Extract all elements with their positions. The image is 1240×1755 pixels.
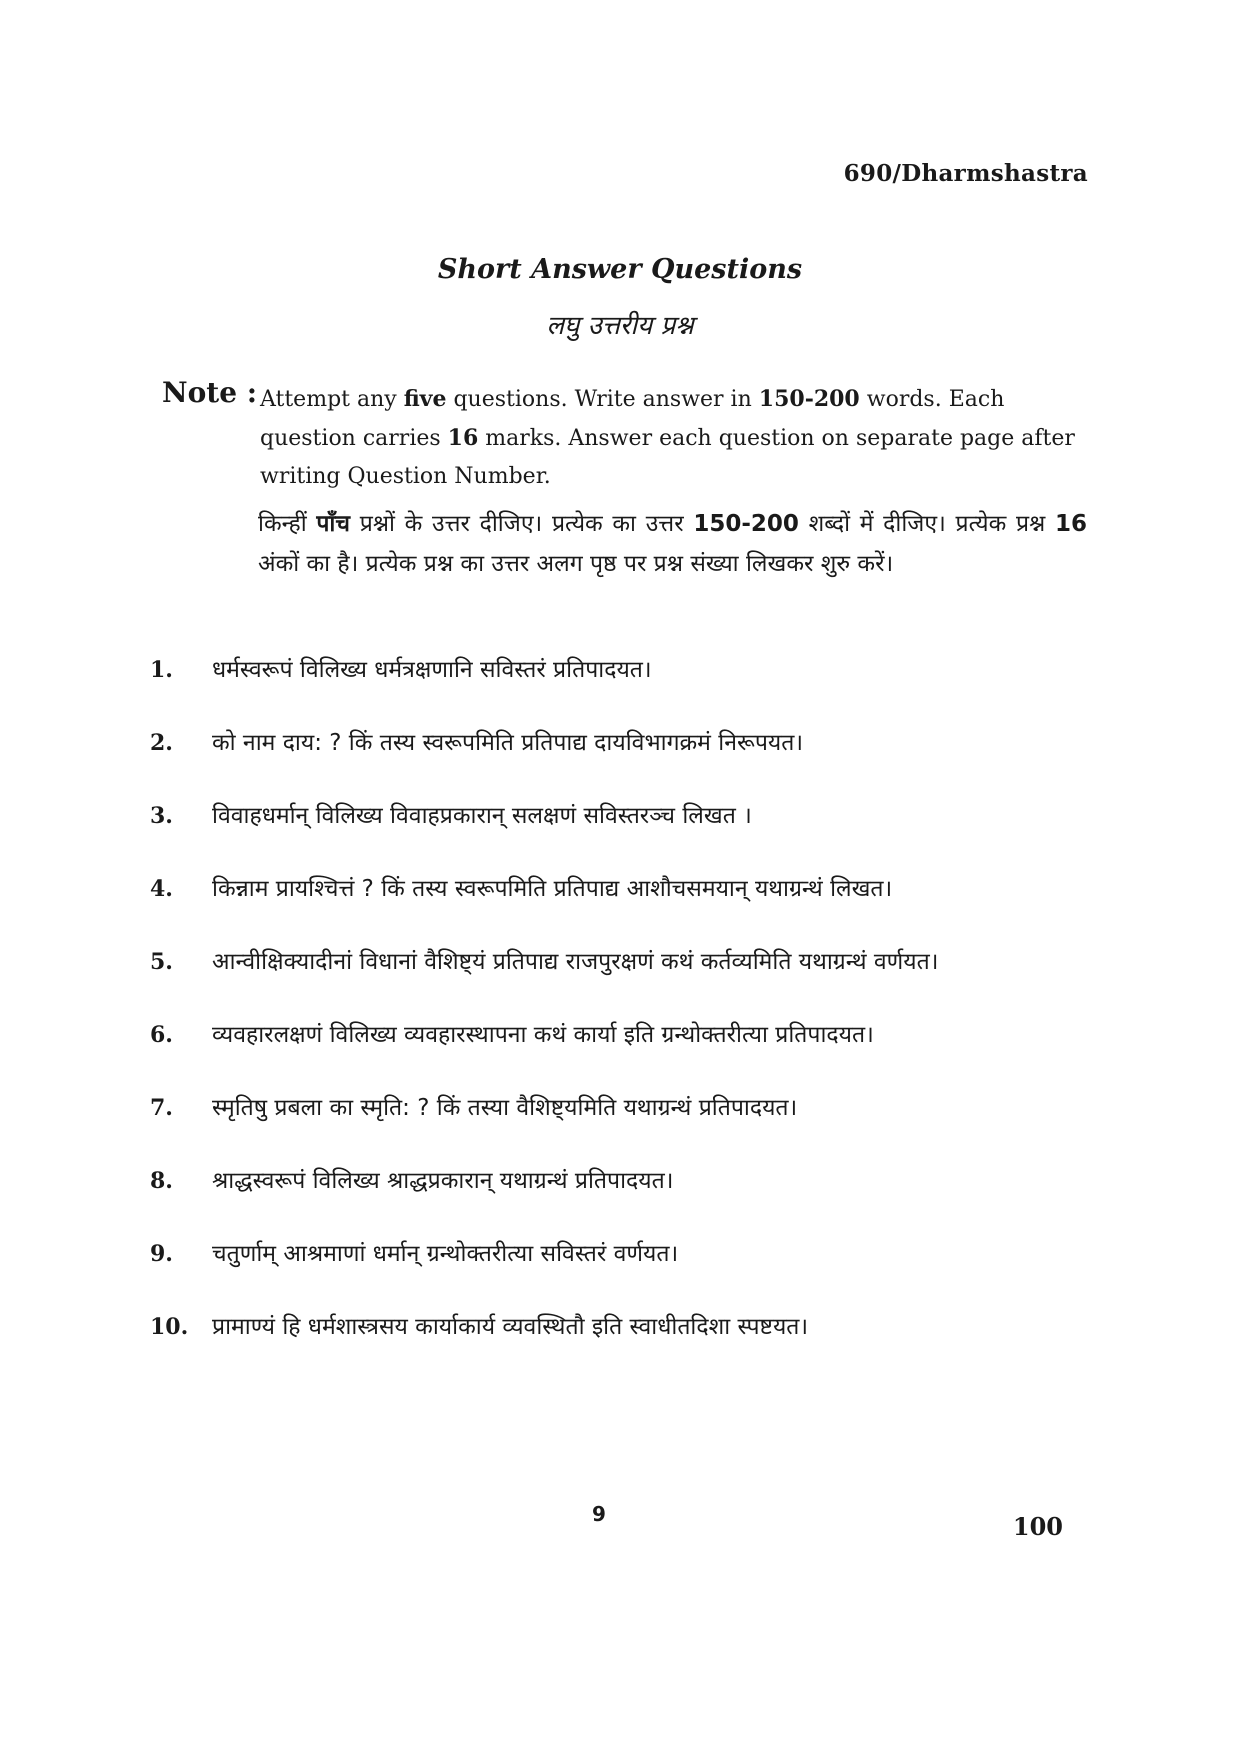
question-number: 5. bbox=[150, 949, 173, 975]
question-text: धर्मस्वरूपं विलिख्य धर्मत्रक्षणानि सविस्तरं प्रतिपादयत। bbox=[212, 657, 652, 683]
question-number: 7. bbox=[150, 1095, 173, 1121]
question-item bbox=[150, 652, 1110, 725]
question-number: 2. bbox=[150, 730, 173, 756]
note-hi-text: प्रश्नों के उत्तर दीजिए। प्रत्येक का उत्तर bbox=[350, 511, 694, 537]
paper-code: 690/Dharmshastra bbox=[843, 160, 1088, 187]
question-text: चतुर्णाम् आश्रमाणां धर्मान् ग्रन्थोक्तरीत्या सविस्तरं वर्णयत। bbox=[212, 1241, 679, 1267]
note-english bbox=[260, 380, 1087, 496]
question-text: आन्वीक्षिक्यादीनां विधानां वैशिष्ट्यं प्रतिपाद्य राजपुरक्षणं कथं कर्तव्यमिति यथाग्रन्थं वर्णयत। bbox=[212, 949, 939, 975]
note-en-emphasis: 16 bbox=[447, 425, 479, 451]
question-item bbox=[150, 1236, 1110, 1309]
question-item bbox=[150, 1017, 1110, 1090]
question-text: स्मृतिषु प्रबला का स्मृति: ? किं तस्या वैशिष्ट्यमिति यथाग्रन्थं प्रतिपादयत। bbox=[212, 1095, 798, 1121]
note-hindi bbox=[258, 504, 1087, 584]
instructions-note bbox=[162, 376, 1088, 584]
note-en-text: words. Each question carries bbox=[260, 387, 1005, 451]
note-en-text: questions. Write answer in bbox=[446, 387, 759, 412]
question-item bbox=[150, 1090, 1110, 1163]
note-hi-text: अंकों का है। प्रत्येक प्रश्न का उत्तर अलग पृष्ठ पर प्रश्न संख्या लिखकर शुरु करें। bbox=[258, 551, 894, 577]
question-text: श्राद्धस्वरूपं विलिख्य श्राद्धप्रकारान् यथाग्रन्थं प्रतिपादयत। bbox=[212, 1168, 674, 1194]
question-item bbox=[150, 1163, 1110, 1236]
question-item bbox=[150, 798, 1110, 871]
question-number: 3. bbox=[150, 803, 173, 829]
question-item bbox=[150, 1309, 1110, 1382]
note-hi-emphasis: 16 bbox=[1055, 511, 1088, 537]
note-hi-emphasis: पाँच bbox=[316, 511, 350, 537]
question-number: 6. bbox=[150, 1022, 173, 1048]
question-number: 1. bbox=[150, 657, 173, 683]
note-hi-emphasis: 150-200 bbox=[693, 511, 799, 537]
page-number: 9 bbox=[592, 1502, 606, 1526]
question-text: किन्नाम प्रायश्चित्तं ? किं तस्य स्वरूपमिति प्रतिपाद्य आशौचसमयान् यथाग्रन्थं लिखत। bbox=[212, 876, 893, 902]
section-title-hindi: लघु उत्तरीय प्रश्न bbox=[546, 311, 694, 341]
section-title: Short Answer Questions bbox=[437, 254, 803, 285]
note-hi-text: किन्हीं bbox=[258, 511, 317, 537]
question-list bbox=[150, 652, 1110, 1382]
question-item bbox=[150, 871, 1110, 944]
note-label: Note : bbox=[162, 376, 258, 409]
copies-count: 100 bbox=[1012, 1512, 1063, 1541]
question-number: 4. bbox=[150, 876, 173, 902]
note-en-text: marks. Answer each question on separate page after writing Question Number. bbox=[260, 426, 1075, 489]
question-item bbox=[150, 725, 1110, 798]
question-item bbox=[150, 944, 1110, 1017]
question-number: 9. bbox=[150, 1241, 173, 1267]
note-en-emphasis: 150-200 bbox=[758, 386, 860, 412]
note-en-text: Attempt any bbox=[260, 387, 404, 412]
question-number: 8. bbox=[150, 1168, 173, 1194]
note-en-emphasis: five bbox=[403, 386, 447, 412]
question-text: प्रामाण्यं हि धर्मशास्त्रसय कार्याकार्य व्यवस्थितौ इति स्वाधीतदिशा स्पष्टयत। bbox=[212, 1314, 809, 1340]
question-text: विवाहधर्मान् विलिख्य विवाहप्रकारान् सलक्षणं सविस्तरञ्च लिखत । bbox=[212, 803, 752, 829]
note-hi-text: शब्दों में दीजिए। प्रत्येक प्रश्न bbox=[798, 511, 1055, 537]
question-text: व्यवहारलक्षणं विलिख्य व्यवहारस्थापना कथं कार्या इति ग्रन्थोक्तरीत्या प्रतिपादयत। bbox=[212, 1022, 874, 1048]
question-text: को नाम दाय: ? किं तस्य स्वरूपमिति प्रतिपाद्य दायविभागक्रमं निरूपयत। bbox=[212, 730, 804, 756]
question-number: 10. bbox=[150, 1314, 189, 1340]
